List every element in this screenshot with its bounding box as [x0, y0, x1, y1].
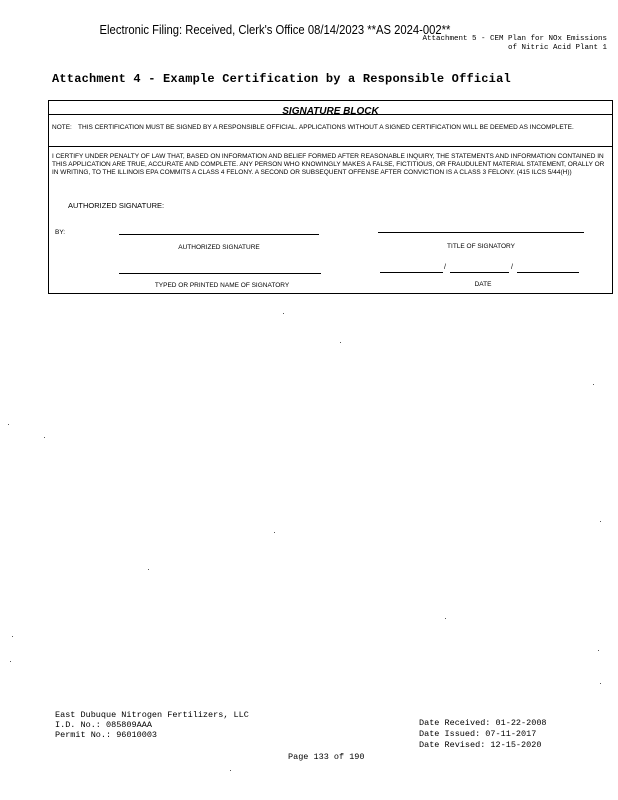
page-title: Attachment 4 - Example Certification by a Responsible Official — [52, 72, 511, 86]
date-month-line[interactable] — [380, 272, 443, 273]
by-label: BY: — [55, 229, 66, 236]
page-number: Page 133 of 190 — [288, 752, 365, 762]
date-year-line[interactable] — [517, 272, 579, 273]
authorized-signature-heading: AUTHORIZED SIGNATURE: — [68, 201, 165, 210]
typed-name-line[interactable] — [119, 273, 321, 274]
scan-speck — [10, 661, 11, 662]
company-name: East Dubuque Nitrogen Fertilizers, LLC — [55, 710, 249, 720]
authorized-signature-line[interactable] — [119, 234, 319, 235]
scan-speck — [283, 313, 284, 314]
permit-dates — [419, 718, 547, 751]
note-text: THIS CERTIFICATION MUST BE SIGNED BY A RESPONSIBLE OFFICIAL. APPLICATIONS WITHOUT A SIGNED CERTIFICATION WILL BE DEEMED AS INCOMPLETE. — [78, 124, 574, 131]
date-day-line[interactable] — [450, 272, 509, 273]
date-separator-1: / — [444, 264, 446, 271]
scan-speck — [148, 569, 149, 570]
scan-speck — [598, 650, 599, 651]
authorized-signature-caption: AUTHORIZED SIGNATURE — [178, 244, 260, 251]
attachment-reference-line2: of Nitric Acid Plant 1 — [507, 44, 607, 52]
date-caption: DATE — [474, 281, 492, 288]
signature-block — [48, 100, 613, 294]
date-revised: Date Revised: 12-15-2020 — [419, 740, 542, 750]
scan-speck — [44, 437, 45, 438]
certification-statement: I CERTIFY UNDER PENALTY OF LAW THAT, BASED ON INFORMATION AND BELIEF FORMED AFTER REASONABLE INQUIRY, THE STATEMENTS AND INFORMATION CONTAINED IN THIS APPLICATION ARE TRUE, ACCURATE AND COMPLETE. ANY PERSON WHO KNOWINGLY MAKES A FALSE, FICTITIOUS, OR FRAUDULENT MATERIAL STATEMENT, ORALLY OR IN WRITING, TO THE ILLINOIS EPA COMMITS A CLASS 4 FELONY. A SECOND OR SUBSEQUENT OFFENSE AFTER CONVICTION IS A CLASS 3 FELONY. (415 ILCS 5/44(H)) — [52, 153, 605, 176]
scan-speck — [274, 532, 275, 533]
note-label: NOTE: — [52, 124, 72, 131]
note-row — [49, 115, 612, 147]
attachment-reference-line1: Attachment 5 - CEM Plan for NOx Emissions — [422, 35, 607, 43]
scan-speck — [600, 521, 601, 522]
title-of-signatory-caption: TITLE OF SIGNATORY — [447, 243, 515, 250]
scan-speck — [600, 683, 601, 684]
facility-info — [55, 710, 249, 740]
id-number: I.D. No.: 085809AAA — [55, 720, 152, 730]
scan-speck — [445, 618, 446, 619]
scan-speck — [593, 384, 594, 385]
date-separator-2: / — [511, 264, 513, 271]
signature-block-heading-row — [49, 101, 612, 115]
filing-stamp: Electronic Filing: Received, Clerk's Office 08/14/2023 **AS 2024-002** — [99, 23, 451, 37]
scan-speck — [12, 636, 13, 637]
date-issued: Date Issued: 07-11-2017 — [419, 729, 537, 739]
scan-speck — [8, 424, 9, 425]
typed-name-caption: TYPED OR PRINTED NAME OF SIGNATORY — [154, 282, 290, 289]
date-received: Date Received: 01-22-2008 — [419, 718, 547, 728]
title-of-signatory-line[interactable] — [378, 232, 584, 233]
permit-number: Permit No.: 96010003 — [55, 730, 158, 740]
scan-speck — [230, 770, 231, 771]
attachment-reference — [380, 35, 607, 53]
scan-speck — [340, 342, 341, 343]
signature-block-heading: SIGNATURE BLOCK — [282, 106, 379, 117]
